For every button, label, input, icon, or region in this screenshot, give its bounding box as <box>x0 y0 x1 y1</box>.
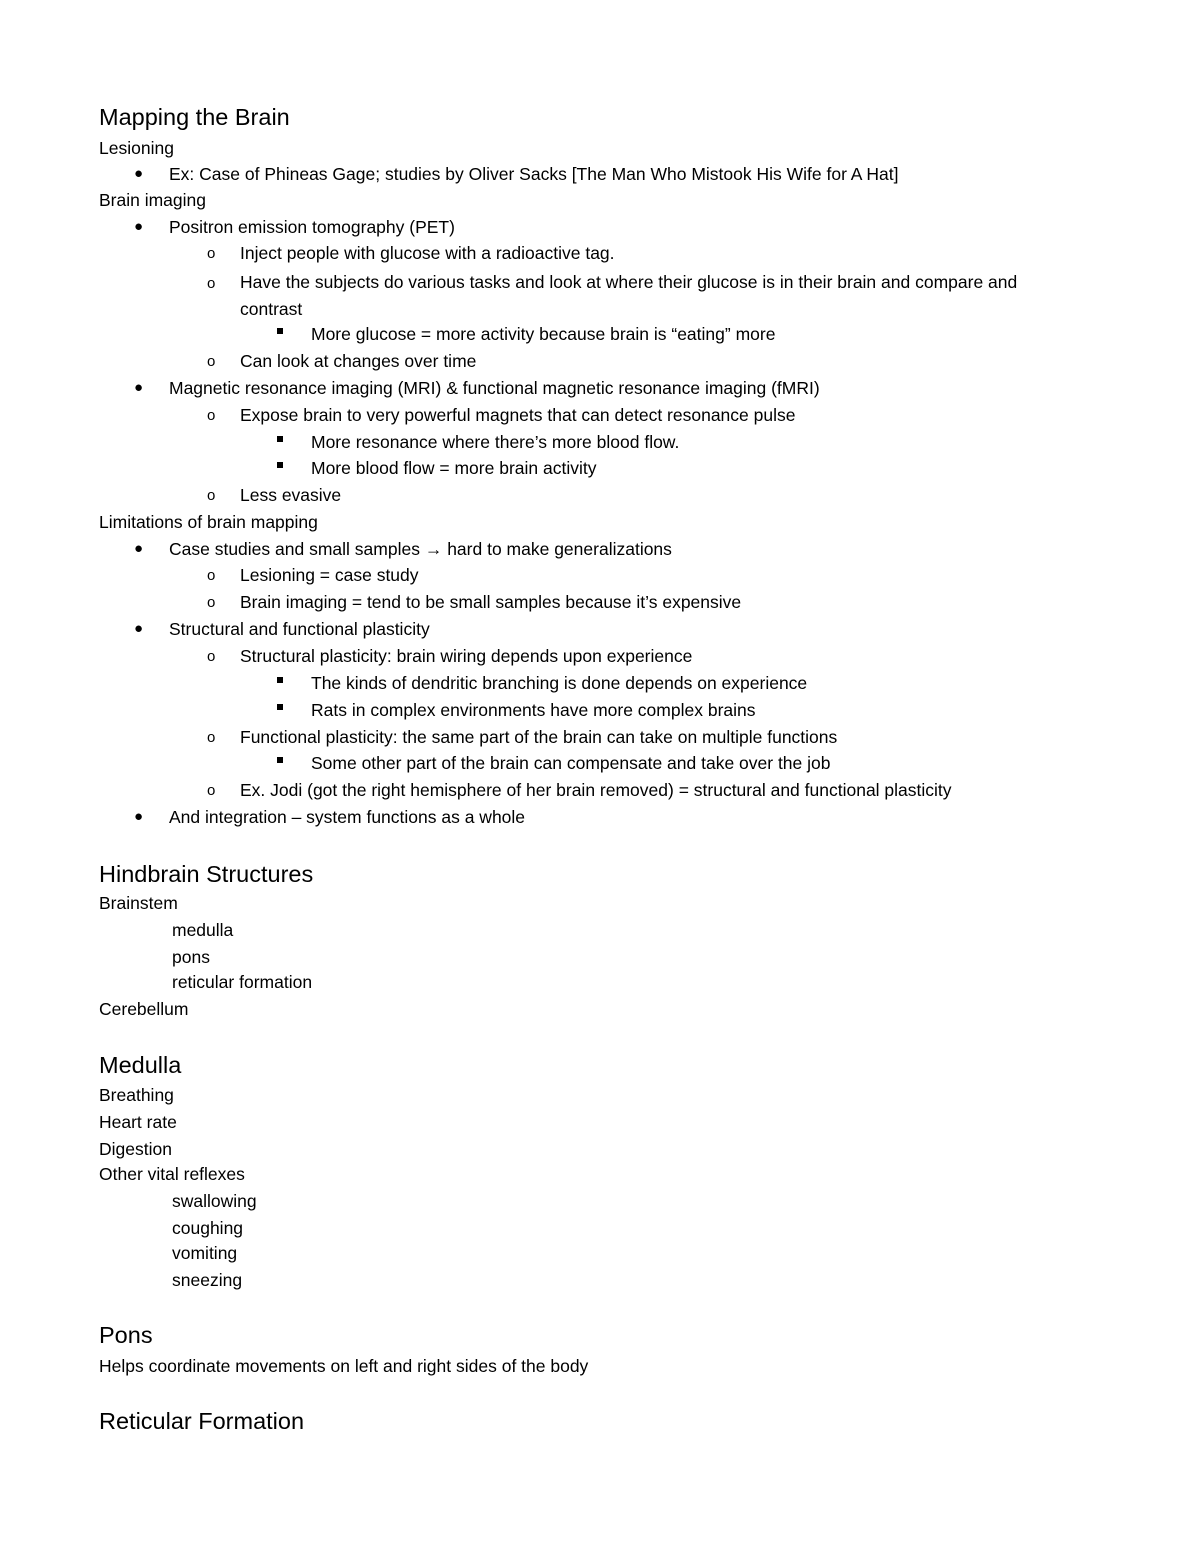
heading-reticular-formation: Reticular Formation <box>99 1408 305 1434</box>
sub-bullet-item: o Functional plasticity: the same part of the brain can take on multiple functions <box>207 727 838 747</box>
list-item: Heart rate <box>99 1112 177 1132</box>
bullet-item: ● Positron emission tomography (PET) <box>134 217 455 237</box>
bullet-item: ● And integration – system functions as a whole <box>134 807 526 827</box>
bullet-circle-icon: o <box>207 353 216 370</box>
list-item: coughing <box>172 1218 244 1238</box>
line-cerebellum: Cerebellum <box>99 999 189 1019</box>
bullet-item: ● Structural and functional plasticity <box>134 619 430 639</box>
bullet-circle-icon: o <box>207 782 216 799</box>
heading-medulla: Medulla <box>99 1052 182 1078</box>
bullet-square-icon <box>277 436 283 442</box>
sub-sub-bullet-item: The kinds of dendritic branching is done depends on experience <box>311 672 1100 694</box>
bullet-circle-icon: o <box>207 487 216 504</box>
line-reticular-formation: reticular formation <box>172 972 313 992</box>
bullet-square-icon <box>277 328 283 334</box>
bullet-square-icon <box>277 677 283 683</box>
bullet-square-icon <box>277 704 283 710</box>
bullet-circle-icon: o <box>207 594 216 611</box>
sub-sub-bullet-item: More glucose = more activity because brain is “eating” more <box>311 323 1100 345</box>
heading-pons: Pons <box>99 1322 153 1348</box>
line-lesioning: Lesioning <box>99 138 174 158</box>
bullet-circle-icon: o <box>207 407 216 424</box>
list-item: sneezing <box>172 1270 243 1290</box>
sub-bullet-item: o Have the subjects do various tasks and look at where their glucose is in their brain and compare and contrast <box>207 272 1018 319</box>
heading-mapping-the-brain: Mapping the Brain <box>99 104 290 130</box>
bullet-item: ● Case studies and small samples → hard to make generalizations <box>134 539 672 559</box>
bullet-square-icon <box>277 462 283 468</box>
list-item: Other vital reflexes <box>99 1164 245 1184</box>
list-item: Breathing <box>99 1085 174 1105</box>
sub-bullet-item: o Less evasive <box>207 485 342 505</box>
sub-sub-bullet-item: More resonance where there’s more blood flow. <box>311 431 1100 453</box>
bullet-dot-icon: ● <box>134 379 144 396</box>
list-item: Digestion <box>99 1139 172 1159</box>
bullet-dot-icon: ● <box>134 620 144 637</box>
bullet-circle-icon: o <box>207 648 216 665</box>
sub-bullet-item: o Can look at changes over time <box>207 351 477 371</box>
line-medulla: medulla <box>172 920 234 940</box>
line-brainstem: Brainstem <box>99 893 178 913</box>
bullet-circle-icon: o <box>207 567 216 584</box>
bullet-circle-icon: o <box>207 729 216 746</box>
bullet-dot-icon: ● <box>134 218 144 235</box>
sub-bullet-item: o Expose brain to very powerful magnets that can detect resonance pulse <box>207 405 796 425</box>
bullet-circle-icon: o <box>207 275 216 292</box>
bullet-square-icon <box>277 757 283 763</box>
bullet-item: ● Ex: Case of Phineas Gage; studies by Oliver Sacks [The Man Who Mistook His Wife for A Hat] <box>134 164 899 184</box>
sub-bullet-item: o Brain imaging = tend to be small samples because it’s expensive <box>207 592 742 612</box>
list-item: vomiting <box>172 1243 238 1263</box>
bullet-item: ● Magnetic resonance imaging (MRI) & functional magnetic resonance imaging (fMRI) <box>134 378 820 398</box>
sub-sub-bullet-item: Rats in complex environments have more complex brains <box>311 699 1100 721</box>
sub-bullet-item: o Inject people with glucose with a radioactive tag. <box>207 243 615 263</box>
bullet-dot-icon: ● <box>134 808 144 825</box>
line-limitations: Limitations of brain mapping <box>99 512 318 532</box>
line-brain-imaging: Brain imaging <box>99 190 206 210</box>
bullet-dot-icon: ● <box>134 165 144 182</box>
bullet-dot-icon: ● <box>134 540 144 557</box>
sub-sub-bullet-item: Some other part of the brain can compensate and take over the job <box>311 752 1100 774</box>
sub-sub-bullet-item: More blood flow = more brain activity <box>311 457 1100 479</box>
line-pons-description: Helps coordinate movements on left and right sides of the body <box>99 1356 589 1376</box>
sub-bullet-item: o Lesioning = case study <box>207 565 419 585</box>
sub-bullet-item: o Structural plasticity: brain wiring depends upon experience <box>207 646 693 666</box>
right-arrow-icon: → <box>424 539 443 559</box>
sub-bullet-item: o Ex. Jodi (got the right hemisphere of her brain removed) = structural and functional plasticity <box>207 780 952 800</box>
line-pons: pons <box>172 947 210 967</box>
list-item: swallowing <box>172 1191 257 1211</box>
bullet-circle-icon: o <box>207 245 216 262</box>
heading-hindbrain-structures: Hindbrain Structures <box>99 861 314 887</box>
